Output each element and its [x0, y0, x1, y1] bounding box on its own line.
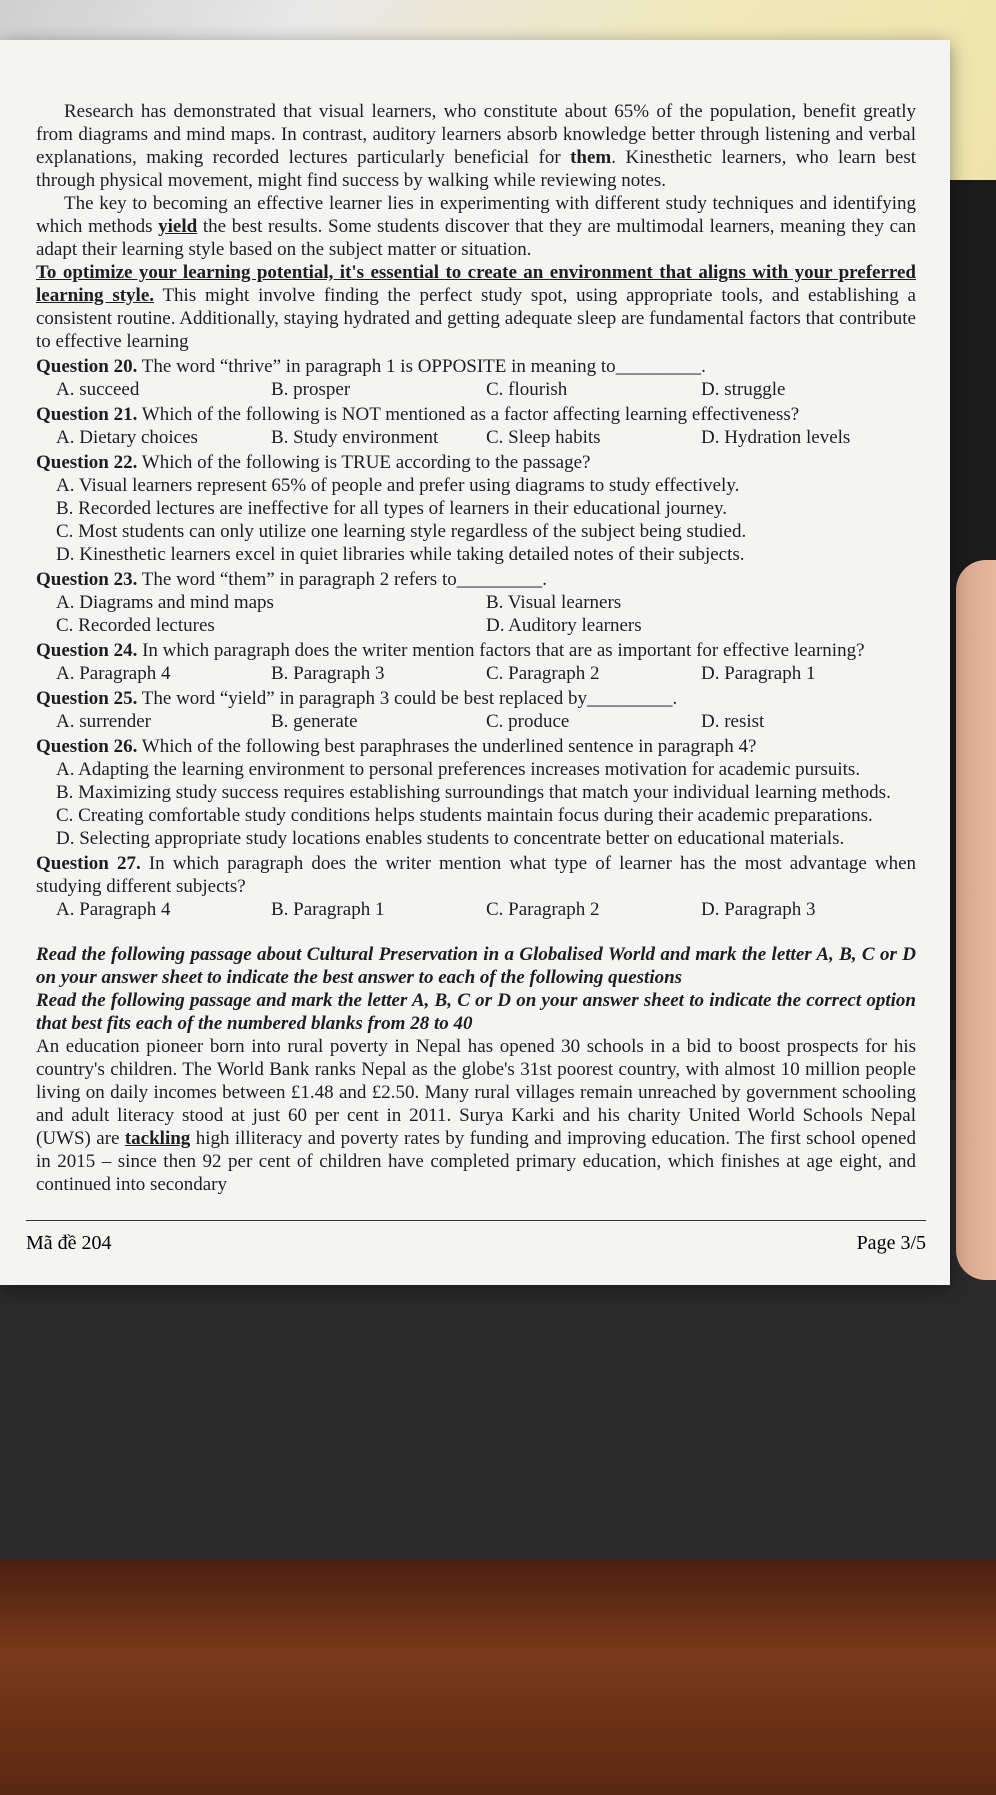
- question-label: Question 25.: [36, 688, 138, 709]
- question-text: In which paragraph does the writer mention factors that are as important for effective learning?: [142, 640, 865, 661]
- answer-option: C. Creating comfortable study conditions helps students maintain focus during their academic preparations.: [56, 805, 873, 826]
- question-stem: [36, 639, 916, 662]
- answer-option: B. Maximizing study success requires establishing surroundings that match your individual learning methods.: [56, 782, 891, 803]
- options: [36, 591, 916, 637]
- answer-option: B. prosper: [271, 379, 351, 400]
- paragraph-3: [36, 261, 916, 353]
- exam-code: Mã đề 204: [26, 1232, 112, 1254]
- question-label: Question 24.: [36, 640, 138, 661]
- text: Research has demonstrated that visual learners, who constitute about 65% of the population, benefit greatly from diagrams and mind maps. In contrast, auditory learners absorb knowledge better through listening and verbal explanations, making recorded lectures particularly beneficial for: [36, 101, 916, 168]
- answer-option: D. Paragraph 3: [701, 899, 816, 920]
- options: [36, 898, 916, 921]
- question-stem: [36, 355, 916, 378]
- answer-option: D. Selecting appropriate study locations enables students to concentrate better on educational materials.: [56, 828, 845, 849]
- answer-option: D. resist: [701, 711, 765, 732]
- question-text: Which of the following best paraphrases the underlined sentence in paragraph 4?: [141, 736, 757, 757]
- options: [36, 426, 916, 449]
- answer-option: C. Sleep habits: [486, 427, 601, 448]
- page-footer: [26, 1220, 926, 1255]
- question: [36, 639, 916, 685]
- question-stem: [36, 852, 916, 898]
- text: An education pioneer born into rural poverty in Nepal has opened 30 schools in a bid to boost prospects for his country's children. The World Bank ranks Nepal as the globe's 31st poorest country, with almost 10 million people living on daily incomes between £1.48 and £2.50. Many rural villages remain unreached by government schooling and adult literacy stood at just 60 per cent in 2011. Surya Karki and his charity United World Schools Nepal (UWS) are: [36, 1036, 916, 1149]
- question-label: Question 23.: [36, 569, 138, 590]
- question-label: Question 21.: [36, 404, 138, 425]
- answer-option: C. flourish: [486, 379, 568, 400]
- options: [36, 378, 916, 401]
- answer-option: B. Study environment: [271, 427, 439, 448]
- question-stem: [36, 451, 916, 474]
- question-text: In which paragraph does the writer mention what type of learner has the most advantage when studying different subjects?: [36, 853, 917, 897]
- passage-2: [36, 1035, 916, 1196]
- question-label: Question 20.: [36, 356, 138, 377]
- instruction-2: Read the following passage and mark the letter A, B, C or D on your answer sheet to indicate the correct option that best fits each of the numbered blanks from 28 to 40: [36, 990, 916, 1034]
- text: The key to becoming an effective learner lies in experimenting with different study techniques and identifying which methods: [36, 193, 916, 237]
- question-stem: [36, 735, 916, 758]
- answer-option: A. Diagrams and mind maps: [56, 592, 274, 613]
- question-stem: [36, 403, 916, 426]
- answer-option: A. succeed: [56, 379, 140, 400]
- answer-option: A. Adapting the learning environment to personal preferences increases motivation for academic pursuits.: [56, 759, 861, 780]
- question-label: Question 26.: [36, 736, 138, 757]
- options: [36, 758, 916, 850]
- answer-option: D. struggle: [701, 379, 786, 400]
- question-stem: [36, 568, 916, 591]
- question-text: The word “yield” in paragraph 3 could be best replaced by_________.: [141, 688, 678, 709]
- instruction-1: Read the following passage about Cultural Preservation in a Globalised World and mark the letter A, B, C or D on your answer sheet to indicate the best answer to each of the following questions: [36, 944, 916, 988]
- answer-option: B. generate: [271, 711, 358, 732]
- question-stem: [36, 687, 916, 710]
- exam-page: [0, 40, 950, 1285]
- question: [36, 687, 916, 733]
- options: [36, 662, 916, 685]
- answer-option: C. Paragraph 2: [486, 899, 600, 920]
- answer-option: A. Paragraph 4: [56, 899, 171, 920]
- answer-option: D. Paragraph 1: [701, 663, 816, 684]
- paragraph-1: [36, 100, 916, 192]
- answer-option: D. Auditory learners: [486, 615, 642, 636]
- wooden-table: [0, 1560, 996, 1795]
- answer-option: B. Recorded lectures are ineffective for all types of learners in their educational journey.: [56, 498, 728, 519]
- answer-option: A. Dietary choices: [56, 427, 198, 448]
- answer-option: C. Paragraph 2: [486, 663, 600, 684]
- text: . Kinesthetic learners, who learn best through physical movement, might find success by walking while reviewing notes.: [36, 147, 916, 191]
- answer-option: C. Most students can only utilize one learning style regardless of the subject being studied.: [56, 521, 747, 542]
- highlight-them: them: [570, 147, 612, 168]
- holding-hand: [956, 560, 996, 1280]
- page-number: Page 3/5: [856, 1232, 926, 1254]
- answer-option: D. Hydration levels: [701, 427, 851, 448]
- answer-option: C. Recorded lectures: [56, 615, 215, 636]
- options: [36, 474, 916, 566]
- question-text: Which of the following is TRUE according to the passage?: [141, 452, 591, 473]
- answer-option: A. Paragraph 4: [56, 663, 171, 684]
- question-text: The word “thrive” in paragraph 1 is OPPOSITE in meaning to_________.: [141, 356, 706, 377]
- highlight-tackling: tackling: [124, 1128, 191, 1149]
- question-text: The word “them” in paragraph 2 refers to_________.: [141, 569, 547, 590]
- answer-option: B. Visual learners: [486, 592, 622, 613]
- question-label: Question 27.: [36, 853, 141, 874]
- question: [36, 735, 916, 850]
- question: [36, 451, 916, 566]
- text: high illiteracy and poverty rates by funding and improving education. The first school opened in 2015 – since then 92 per cent of children have completed primary education, which finishes at age eight, and continued into secondary: [36, 1128, 916, 1195]
- answer-option: D. Kinesthetic learners excel in quiet libraries while taking detailed notes of their subjects.: [56, 544, 745, 565]
- text: the best results. Some students discover that they are multimodal learners, meaning they can adapt their learning style based on the subject matter or situation.: [36, 216, 916, 260]
- text: This might involve finding the perfect study spot, using appropriate tools, and establishing a consistent routine. Additionally, staying hydrated and getting adequate sleep are fundamental factors that contribute to effective learning: [36, 285, 916, 352]
- answer-option: B. Paragraph 3: [271, 663, 385, 684]
- page-content: [36, 100, 916, 1196]
- question: [36, 355, 916, 401]
- underlined-sentence: To optimize your learning potential, it's essential to create an environment that aligns with your preferred learning style.: [36, 262, 916, 306]
- answer-option: B. Paragraph 1: [271, 899, 385, 920]
- question: [36, 403, 916, 449]
- question: [36, 852, 916, 921]
- question-list: [36, 355, 916, 921]
- answer-option: A. Visual learners represent 65% of people and prefer using diagrams to study effectively.: [56, 475, 740, 496]
- paragraph-2: [36, 192, 916, 261]
- answer-option: A. surrender: [56, 711, 151, 732]
- question-text: Which of the following is NOT mentioned as a factor affecting learning effectiveness?: [141, 404, 800, 425]
- question: [36, 568, 916, 637]
- highlight-yield: yield: [158, 216, 198, 237]
- answer-option: C. produce: [486, 711, 570, 732]
- options: [36, 710, 916, 733]
- question-label: Question 22.: [36, 452, 138, 473]
